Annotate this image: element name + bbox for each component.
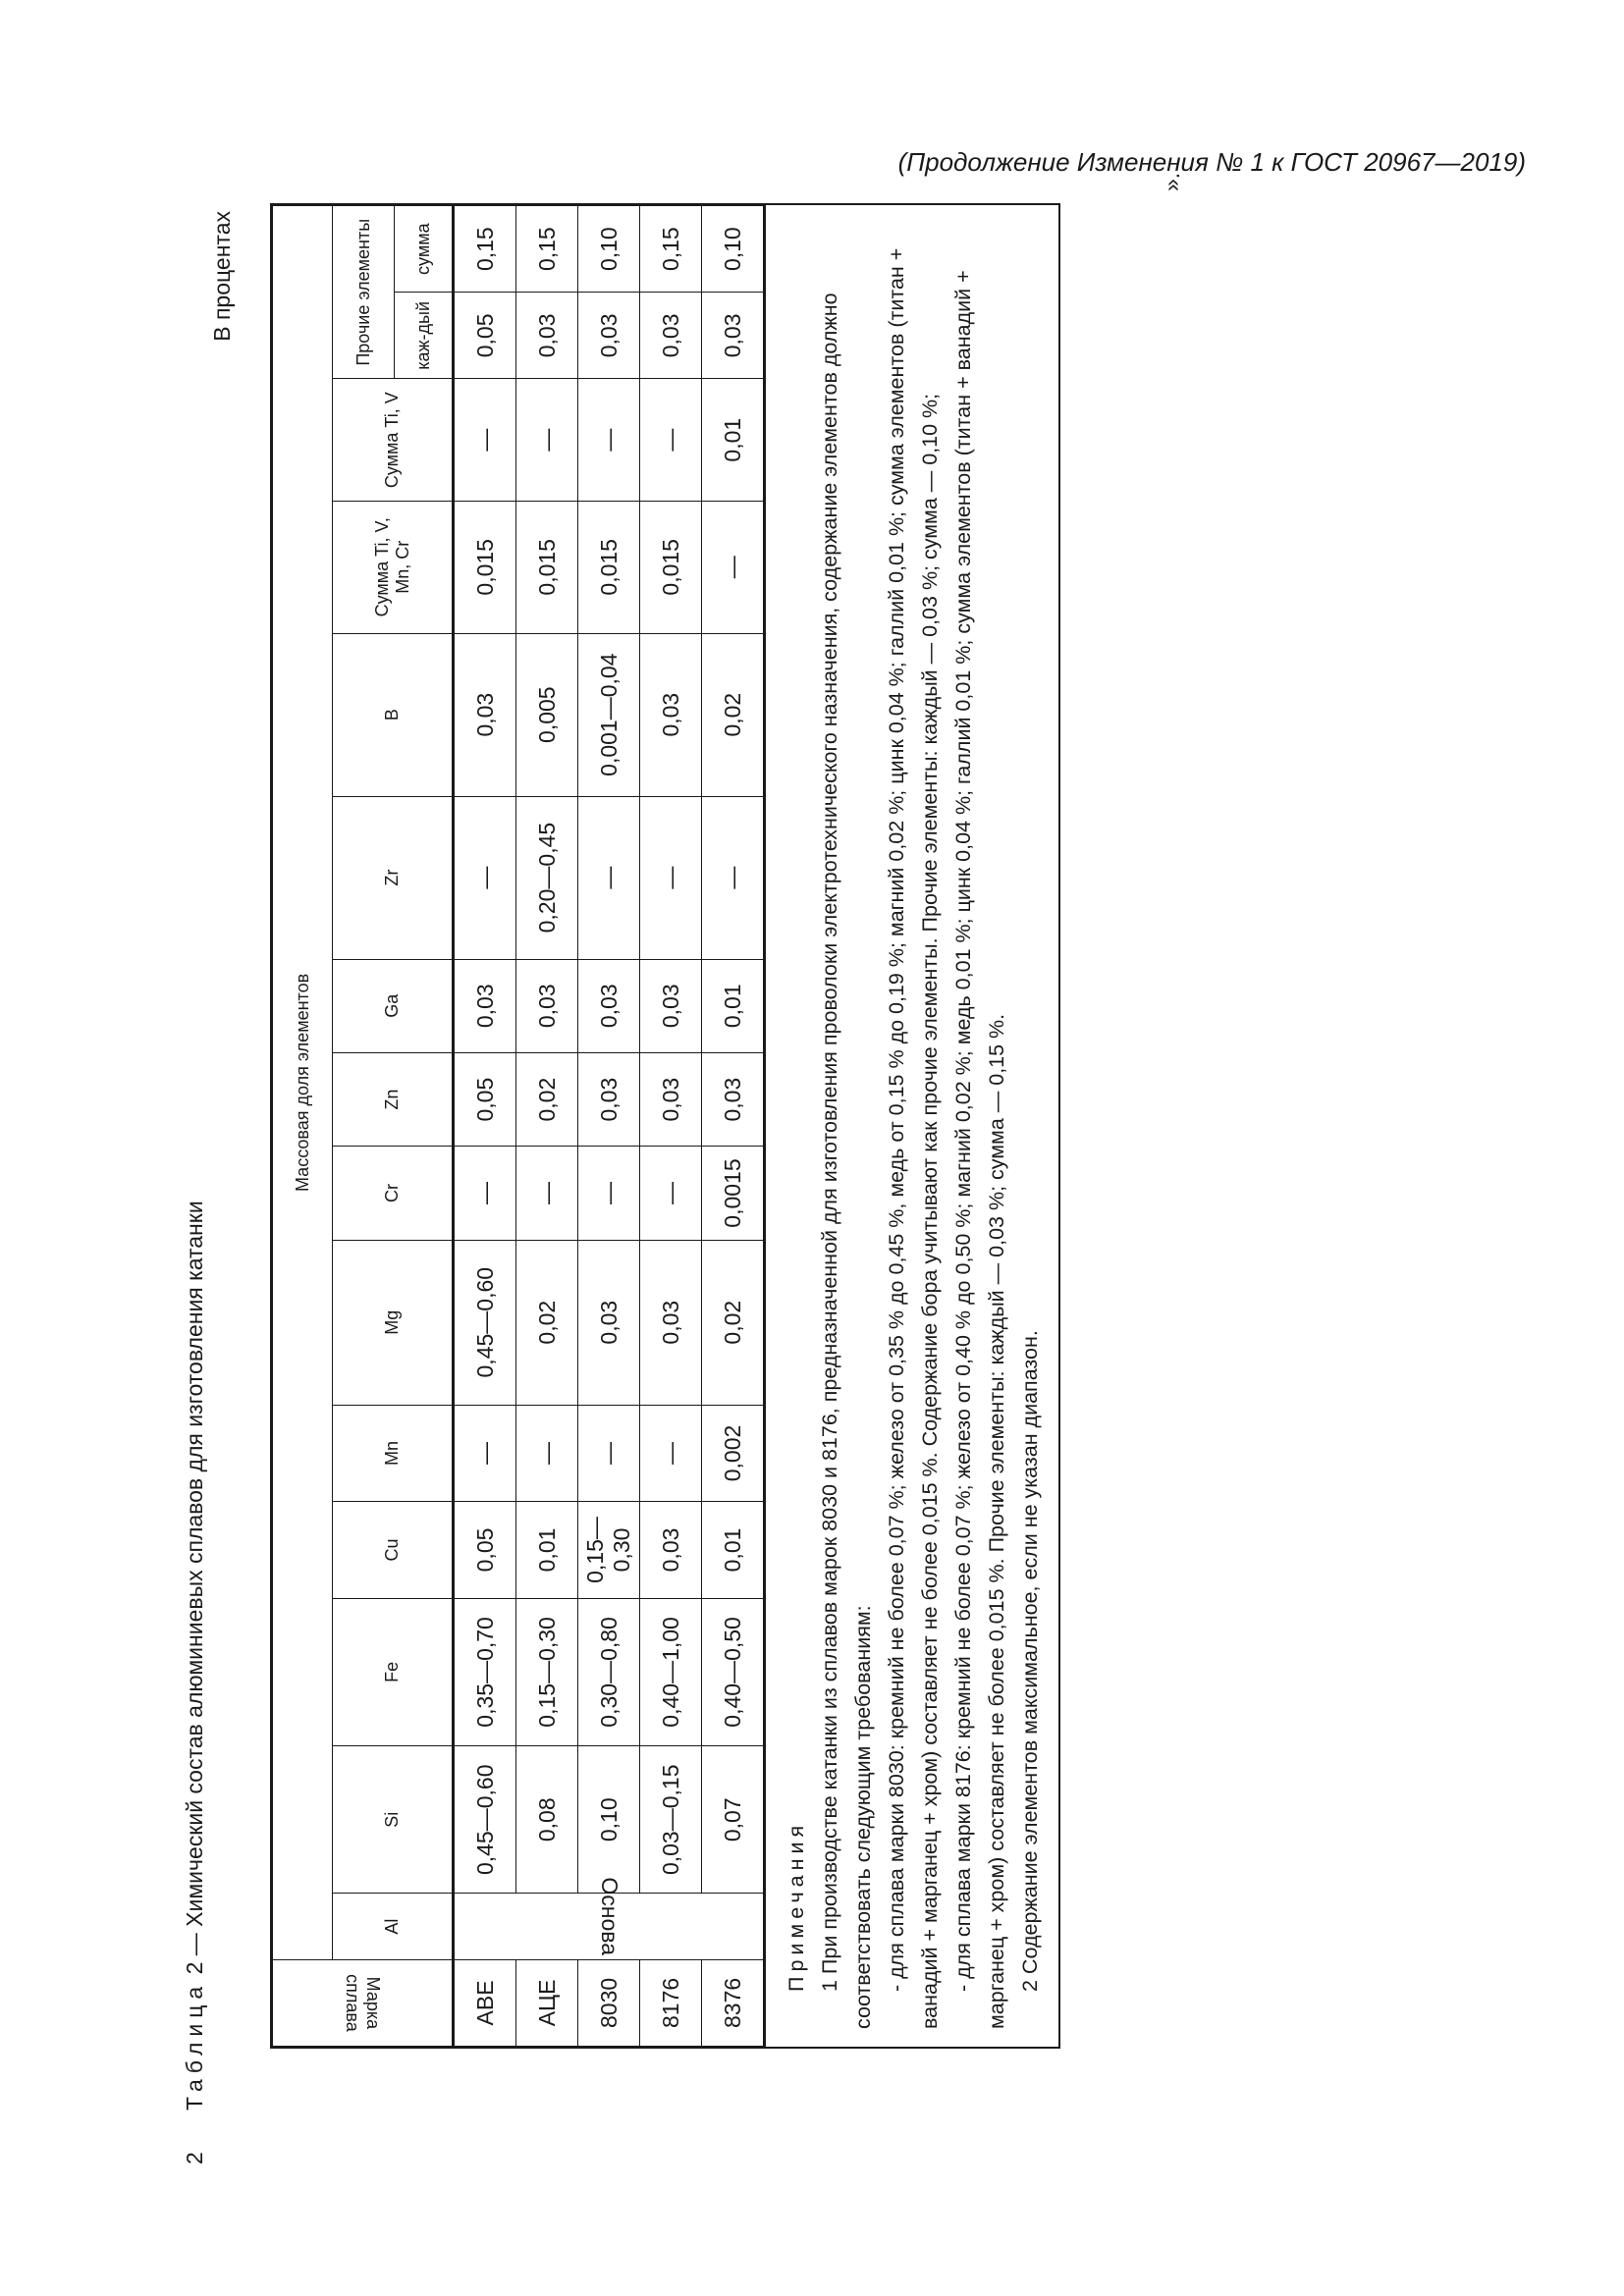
caption-title: — Химический состав алюминиевых сплавов для изготовления катанки xyxy=(182,1201,207,1962)
col-other-sum: сумма xyxy=(395,206,454,293)
table-cell: 0,45—0,60 xyxy=(454,1746,516,1894)
table-cell: 0,45—0,60 xyxy=(454,1240,516,1405)
table-cell: 0,03 xyxy=(640,1502,702,1599)
table-cell: 0,01 xyxy=(702,1502,764,1599)
table-cell: 8176 xyxy=(640,1959,702,2046)
table-cell: 0,03 xyxy=(516,293,578,379)
table-cell: 0,015 xyxy=(640,501,702,633)
col-other-each: каж-дый xyxy=(395,293,454,379)
note-1: 1 При производстве катанки из сплавов марок 8030 и 8176, предназначенной для изготовления проволоки электротехнического назначения, содержание элементов должно соответствовать следующим требованиям: xyxy=(818,293,875,2029)
table-cell: — xyxy=(702,796,764,959)
table-cell: 0,03 xyxy=(640,293,702,379)
table-cell: 0,15 xyxy=(454,206,516,293)
continuation-header: (Продолжение Изменения № 1 к ГОСТ 20967—2019) xyxy=(897,147,1526,177)
grade-header: Марка сплава xyxy=(273,1959,454,2046)
caption-number: 2 xyxy=(182,1961,207,1975)
table-row xyxy=(702,206,764,2047)
table-row xyxy=(516,206,578,2047)
table-cell: 0,002 xyxy=(702,1405,764,1502)
table-cell: — xyxy=(516,1147,578,1240)
table-cell: 0,07 xyxy=(702,1746,764,1894)
table-cell: 0,35—0,70 xyxy=(454,1598,516,1745)
table-cell: АВЕ xyxy=(454,1959,516,2046)
col-zr: Zr xyxy=(333,796,454,959)
page-number: 2 xyxy=(182,2152,207,2164)
col-si: Si xyxy=(333,1746,454,1894)
table-cell: 0,08 xyxy=(516,1746,578,1894)
table-cell: — xyxy=(454,796,516,959)
table-cell: 0,03 xyxy=(578,293,640,379)
table-cell: 0,03 xyxy=(454,633,516,796)
table-cell: АЦЕ xyxy=(516,1959,578,2046)
table-cell: 0,05 xyxy=(454,1052,516,1146)
table-cell: — xyxy=(578,1147,640,1240)
table-cell: — xyxy=(578,1405,640,1502)
table-cell: 0,03 xyxy=(640,1052,702,1146)
table-cell: 0,02 xyxy=(516,1240,578,1405)
units-note: В процентах xyxy=(209,211,235,342)
table-cell: 0,10 xyxy=(578,1746,640,1894)
table-cell: — xyxy=(702,501,764,633)
col-cr: Cr xyxy=(333,1147,454,1240)
mass-fraction-header: Массовая доля элементов xyxy=(273,206,333,1960)
rotated-table-block xyxy=(182,172,1184,2164)
table-cell: 0,03 xyxy=(578,1052,640,1146)
table-cell: 0,30—0,80 xyxy=(578,1598,640,1745)
table-cell: 0,015 xyxy=(578,501,640,633)
end-quote-mark: ». xyxy=(1159,172,1184,191)
col-other: Прочие элементы xyxy=(333,206,395,379)
col-cu: Cu xyxy=(333,1502,454,1599)
table-cell: — xyxy=(640,379,702,501)
note-2: 2 Содержание элементов максимальное, если не указан диапазон. xyxy=(1018,1330,1042,1992)
table-cell: — xyxy=(640,1405,702,1502)
table-cell: — xyxy=(516,379,578,501)
table-cell: 0,03 xyxy=(702,1052,764,1146)
table-cell: 0,03—0,15 xyxy=(640,1746,702,1894)
table-cell: 0,03 xyxy=(640,959,702,1052)
table-cell: 0,15 xyxy=(516,206,578,293)
col-zn: Zn xyxy=(333,1052,454,1146)
note-1b: - для сплава марки 8176: кремний не более 0,07 %; железо от 0,40 % до 0,50 %; магний 0,02 %; медь 0,01 %; цинк 0,04 %; галлий 0,01 %; сумма элементов (титан + ванадий + марганец + хром) составляет не более 0,015 %. Прочие элементы: каждый — 0,03 %; сумма — 0,15 %. xyxy=(951,270,1008,2029)
col-mg: Mg xyxy=(333,1240,454,1405)
table-cell: — xyxy=(640,796,702,959)
table-caption xyxy=(182,1201,208,2110)
table-cell: — xyxy=(578,796,640,959)
table-cell: 0,001—0,04 xyxy=(578,633,640,796)
col-fe: Fe xyxy=(333,1598,454,1745)
table-cell: 0,20—0,45 xyxy=(516,796,578,959)
table-cell: 0,10 xyxy=(702,206,764,293)
table-cell: 0,03 xyxy=(578,959,640,1052)
table-cell: 0,05 xyxy=(454,293,516,379)
table-cell: — xyxy=(454,1405,516,1502)
base-cell: Основа xyxy=(454,1894,764,1959)
table-cell: 0,01 xyxy=(516,1502,578,1599)
col-sum-ti-v: Сумма Ti, V xyxy=(333,379,454,501)
table-row xyxy=(640,206,702,2047)
table-cell: — xyxy=(640,1147,702,1240)
table-row xyxy=(578,206,640,2047)
table-cell: 0,15 xyxy=(640,206,702,293)
table-cell: 0,015 xyxy=(454,501,516,633)
table-cell: 0,01 xyxy=(702,959,764,1052)
table-cell: 0,005 xyxy=(516,633,578,796)
notes-title: Примечания xyxy=(785,1820,808,1992)
table-cell: 0,0015 xyxy=(702,1147,764,1240)
table-cell: 0,02 xyxy=(516,1052,578,1146)
table-cell: 0,10 xyxy=(578,206,640,293)
table-row xyxy=(454,206,516,2047)
table-cell: — xyxy=(578,379,640,501)
col-al: Al xyxy=(333,1894,454,1959)
table-cell: 8376 xyxy=(702,1959,764,2046)
col-mn: Mn xyxy=(333,1405,454,1502)
table-cell: 0,40—0,50 xyxy=(702,1598,764,1745)
col-ga: Ga xyxy=(333,959,454,1052)
table-cell: — xyxy=(454,379,516,501)
caption-label: Таблица xyxy=(182,1980,207,2110)
table-cell: 8030 xyxy=(578,1959,640,2046)
table-cell: 0,01 xyxy=(702,379,764,501)
table-cell: 0,015 xyxy=(516,501,578,633)
table-cell: 0,02 xyxy=(702,633,764,796)
table-cell: 0,05 xyxy=(454,1502,516,1599)
table-cell: 0,03 xyxy=(454,959,516,1052)
col-sum-ti-v-mn-cr: Сумма Ti, V, Mn, Cr xyxy=(333,501,454,633)
table-cell: 0,03 xyxy=(516,959,578,1052)
table-notes xyxy=(764,205,1058,2047)
note-1a: - для сплава марки 8030: кремний не более 0,07 %; железо от 0,35 % до 0,45 %, медь от 0,15 % до 0,19 %; магний 0,02 %; цинк 0,04 %; галлий 0,01 %; сумма элементов (титан + ванадий + марганец + хром) составляет не более 0,015 %. Содержание бора учитывают как прочие элементы. Прочие элементы: каждый — 0,03 %; сумма — 0,10 %; xyxy=(885,247,942,2029)
table-cell: 0,15—0,30 xyxy=(578,1502,640,1599)
table-cell: 0,03 xyxy=(702,293,764,379)
composition-table xyxy=(270,203,1060,2049)
table-cell: 0,02 xyxy=(702,1240,764,1405)
table-cell: 0,03 xyxy=(578,1240,640,1405)
table-cell: 0,03 xyxy=(640,1240,702,1405)
table-cell: — xyxy=(454,1147,516,1240)
table-cell: 0,15—0,30 xyxy=(516,1598,578,1745)
table-cell: — xyxy=(516,1405,578,1502)
col-b: B xyxy=(333,633,454,796)
table-cell: 0,03 xyxy=(640,633,702,796)
table-cell: 0,40—1,00 xyxy=(640,1598,702,1745)
